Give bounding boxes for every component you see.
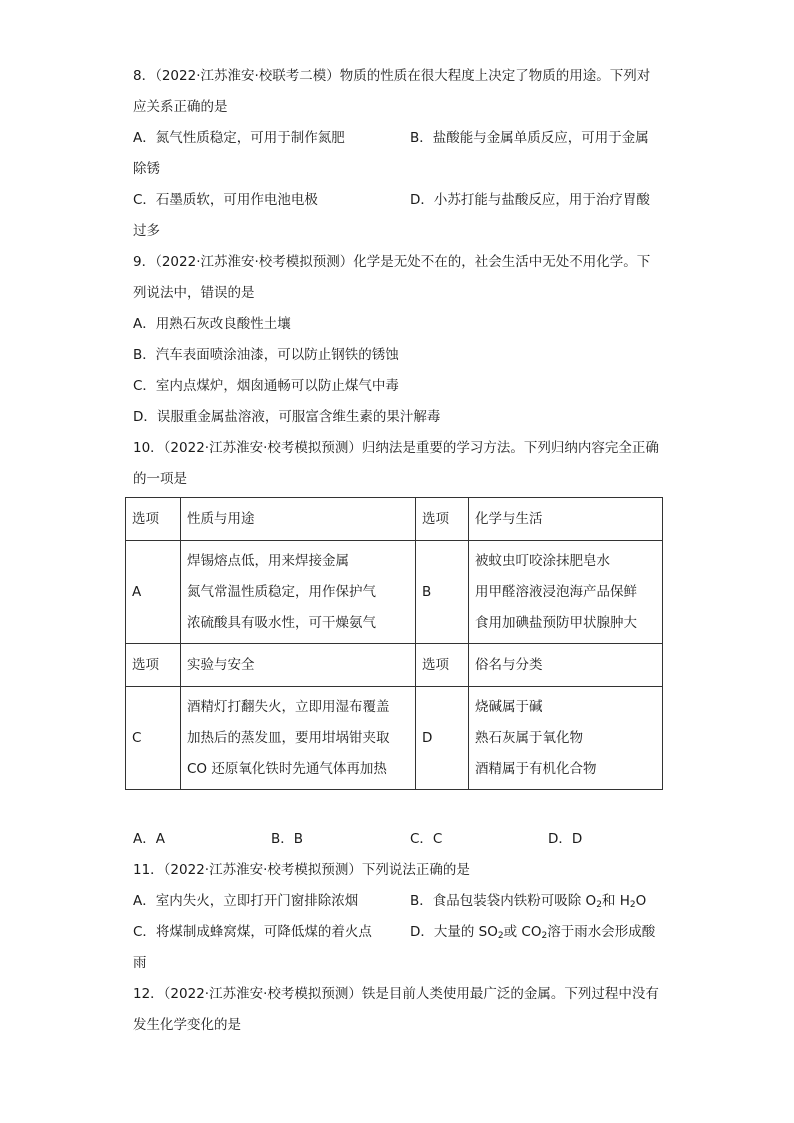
table-cell: 选项: [416, 498, 469, 541]
q9-option-b: B．汽车表面喷涂油漆，可以防止钢铁的锈蚀: [133, 347, 399, 363]
cell-line: 被蚊虫叮咬涂抹肥皂水: [475, 552, 610, 569]
text-run: 和 H: [601, 893, 630, 909]
subscript: 2: [629, 900, 636, 910]
q8-stem-line1: 8．（2022·江苏淮安·校联考二模）物质的性质在很大程度上决定了物质的用途。下列对: [133, 68, 651, 84]
cell-line: 熟石灰属于氧化物: [475, 729, 583, 746]
q9-option-d: D．误服重金属盐溶液，可服富含维生素的果汁解毒: [133, 409, 441, 425]
text-run: B．食品包装袋内铁粉可吸除 O: [410, 893, 597, 909]
table-cell: [469, 687, 663, 790]
q10-answer-a: A．A: [133, 831, 165, 847]
cell-line: 食用加碘盐预防甲状腺肿大: [475, 614, 637, 631]
q8-option-c: C．石墨质软，可用作电池电极: [133, 192, 318, 208]
q9-stem-line1: 9．（2022·江苏淮安·校考模拟预测）化学是无处不在的，社会生活中无处不用化学。下: [133, 254, 651, 270]
q8-option-a: A．氮气性质稳定，可用于制作氮肥: [133, 130, 345, 146]
table-row: [126, 541, 663, 644]
cell-line: 烧碱属于碱: [475, 698, 543, 715]
table-header-row: [126, 498, 663, 541]
table-cell: C: [126, 687, 181, 790]
table-cell: B: [416, 541, 469, 644]
q11-option-b: [410, 891, 646, 911]
q12-stem-line2: 发生化学变化的是: [133, 1017, 241, 1033]
q9-option-a: A．用熟石灰改良酸性土壤: [133, 316, 291, 332]
cell-line: CO 还原氧化铁时先通气体再加热: [187, 760, 387, 777]
table-cell: D: [416, 687, 469, 790]
table-cell: 选项: [416, 644, 469, 687]
text-run: 或 CO: [503, 924, 542, 940]
table-cell: 俗名与分类: [469, 644, 663, 687]
table-cell: 选项: [126, 644, 181, 687]
q11-option-c: C．将煤制成蜂窝煤，可降低煤的着火点: [133, 924, 372, 940]
table-cell: 选项: [126, 498, 181, 541]
q10-options-table: [125, 497, 663, 790]
q10-stem-line2: 的一项是: [133, 471, 187, 487]
q8-option-d-cont: 过多: [133, 223, 160, 239]
cell-line: 加热后的蒸发皿，要用坩埚钳夹取: [187, 729, 390, 746]
q11-option-a: A．室内失火，立即打开门窗排除浓烟: [133, 893, 359, 909]
table-cell: 化学与生活: [469, 498, 663, 541]
cell-line: 氮气常温性质稳定，用作保护气: [187, 583, 376, 600]
table-cell: A: [126, 541, 181, 644]
q8-option-b-cont: 除锈: [133, 161, 160, 177]
subscript: 2: [541, 931, 548, 941]
q12-stem-line1: 12．（2022·江苏淮安·校考模拟预测）铁是目前人类使用最广泛的金属。下列过程中没有: [133, 986, 659, 1002]
q8-option-b: B．盐酸能与金属单质反应，可用于金属: [410, 130, 649, 146]
cell-line: 浓硫酸具有吸水性，可干燥氨气: [187, 614, 376, 631]
text-run: 溶于雨水会形成酸: [547, 924, 656, 940]
q11-option-d: [410, 922, 655, 942]
table-cell: [181, 541, 416, 644]
cell-line: 焊锡熔点低，用来焊接金属: [187, 552, 349, 569]
subscript: 2: [596, 900, 602, 910]
cell-line: 酒精属于有机化合物: [475, 760, 597, 777]
q9-stem-line2: 列说法中，错误的是: [133, 285, 255, 301]
q10-answer-d: D．D: [548, 831, 583, 847]
table-row: [126, 687, 663, 790]
q10-answer-c: C．C: [410, 831, 443, 847]
text-run: D．大量的 SO: [410, 924, 498, 940]
table-cell: [181, 687, 416, 790]
q10-stem-line1: 10．（2022·江苏淮安·校考模拟预测）归纳法是重要的学习方法。下列归纳内容完全正确: [133, 440, 659, 456]
table-cell: 性质与用途: [181, 498, 416, 541]
subscript: 2: [497, 931, 504, 941]
q10-answer-b: B．B: [271, 831, 304, 847]
q8-option-d: D．小苏打能与盐酸反应，用于治疗胃酸: [410, 192, 650, 208]
cell-line: 用甲醛溶液浸泡海产品保鲜: [475, 583, 637, 600]
cell-line: 酒精灯打翻失火，立即用湿布覆盖: [187, 698, 390, 715]
table-cell: [469, 541, 663, 644]
table-cell: 实验与安全: [181, 644, 416, 687]
table-header-row: [126, 644, 663, 687]
q8-stem-line2: 应关系正确的是: [133, 99, 228, 115]
q11-option-d-cont: 雨: [133, 955, 147, 971]
q9-option-c: C．室内点煤炉，烟囱通畅可以防止煤气中毒: [133, 378, 399, 394]
q11-stem: 11．（2022·江苏淮安·校考模拟预测）下列说法正确的是: [133, 862, 470, 878]
text-run: O: [635, 893, 647, 909]
